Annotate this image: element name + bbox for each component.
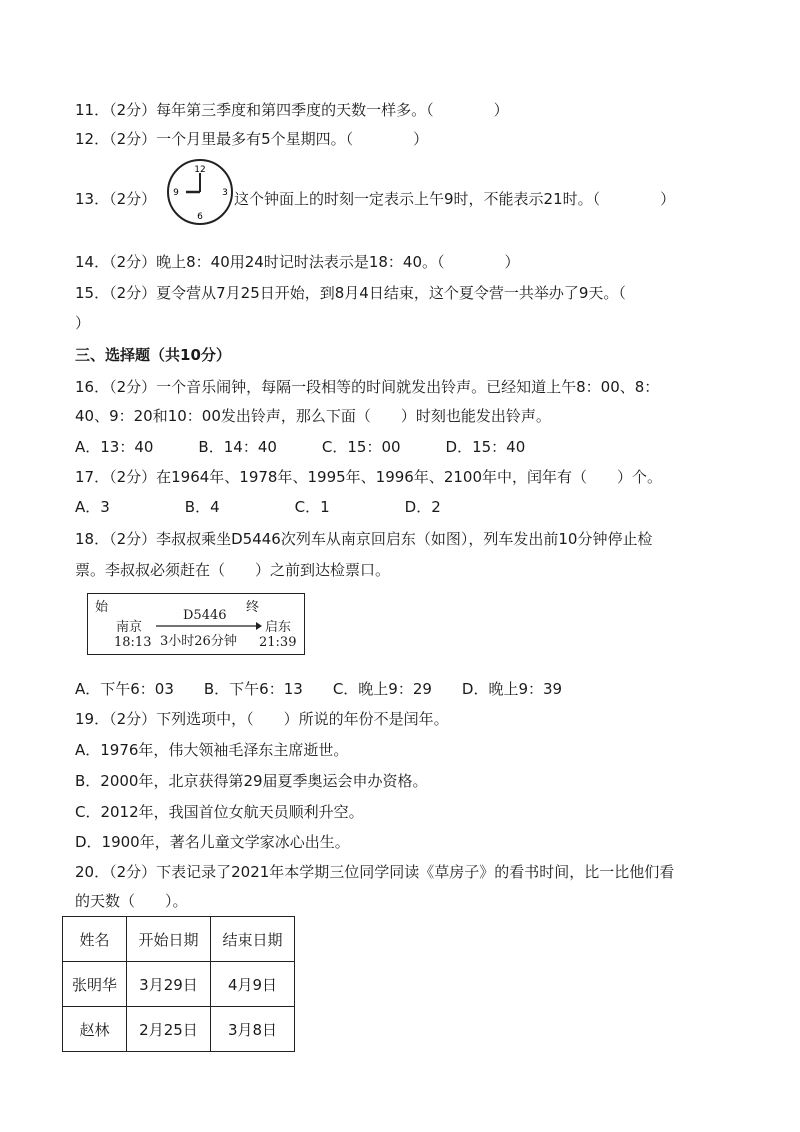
question-19-option-b: B．2000年，北京获得第29届夏季奥运会申办资格。 bbox=[75, 772, 428, 790]
section-3-heading: 三、选择题（共10分） bbox=[75, 346, 231, 364]
question-16-options: A．13：40 B．14：40 C．15：00 D．15：40 bbox=[75, 438, 526, 456]
train-from-station: 南京 bbox=[116, 620, 143, 635]
table-cell: 赵林 bbox=[63, 1007, 127, 1052]
question-19-option-d: D．1900年，著名儿童文学家冰心出生。 bbox=[75, 833, 350, 851]
question-13-prefix: 13．（2分） bbox=[75, 190, 157, 208]
question-18-line2: 票。李叔叔必须赶在（ ）之前到达检票口。 bbox=[75, 561, 391, 579]
question-20-line2: 的天数（ ）。 bbox=[75, 892, 188, 910]
question-15-line2: ） bbox=[75, 314, 91, 332]
table-header-end: 结束日期 bbox=[211, 917, 295, 962]
question-13-text: 这个钟面上的时刻一定表示上午9时，不能表示21时。（ ） bbox=[234, 190, 676, 208]
question-20-line1: 20．（2分）下表记录了2021年本学期三位同学同读《草房子》的看书时间，比一比他们看 bbox=[75, 863, 675, 881]
clock-face-image bbox=[166, 158, 234, 226]
question-11: 11．（2分）每年第三季度和第四季度的天数一样多。（ ） bbox=[75, 101, 509, 119]
table-header-name: 姓名 bbox=[63, 917, 127, 962]
question-16-line2: 40、9：20和10：00发出铃声，那么下面（ ）时刻也能发出铃声。 bbox=[75, 407, 551, 425]
train-arrive-time: 21:39 bbox=[259, 635, 297, 650]
question-17: 17．（2分）在1964年、1978年、1995年、1996年、2100年中，闰年有（ ）个。 bbox=[75, 468, 663, 486]
question-17-options: A．3 B．4 C．1 D．2 bbox=[75, 498, 441, 516]
question-19-option-a: A．1976年，伟大领袖毛泽东主席逝世。 bbox=[75, 741, 349, 759]
table-cell: 2月25日 bbox=[127, 1007, 211, 1052]
train-start-label: 始 bbox=[95, 600, 109, 615]
question-18-line1: 18．（2分）李叔叔乘坐D5446次列车从南京回启东（如图），列车发出前10分钟停止检 bbox=[75, 530, 653, 548]
train-depart-time: 18:13 bbox=[114, 635, 152, 650]
clock-number-9: 9 bbox=[173, 188, 179, 198]
table-header-start: 开始日期 bbox=[127, 917, 211, 962]
question-15-line1: 15．（2分）夏令营从7月25日开始，到8月4日结束，这个夏令营一共举办了9天。（ bbox=[75, 284, 626, 302]
question-14: 14．（2分）晚上8：40用24时记时法表示是18：40。（ ） bbox=[75, 253, 520, 271]
train-to-station: 启东 bbox=[265, 620, 292, 635]
table-row bbox=[63, 962, 295, 1007]
clock-number-12: 12 bbox=[194, 165, 206, 175]
table-header-row bbox=[63, 917, 295, 962]
question-19-option-c: C．2012年，我国首位女航天员顺利升空。 bbox=[75, 803, 364, 821]
question-12: 12．（2分）一个月里最多有5个星期四。（ ） bbox=[75, 130, 429, 148]
clock-number-6: 6 bbox=[197, 212, 203, 222]
train-duration: 3小时26分钟 bbox=[160, 634, 237, 649]
table-row bbox=[63, 1007, 295, 1052]
question-18-options: A．下午6：03 B．下午6：13 C．晚上9：29 D．晚上9：39 bbox=[75, 680, 563, 698]
question-16-line1: 16．（2分）一个音乐闹钟，每隔一段相等的时间就发出铃声。已经知道上午8：00、8： bbox=[75, 378, 660, 396]
train-number: D5446 bbox=[183, 608, 227, 623]
train-end-label: 终 bbox=[246, 600, 260, 615]
table-cell: 张明华 bbox=[63, 962, 127, 1007]
table-cell: 4月9日 bbox=[211, 962, 295, 1007]
reading-dates-table bbox=[62, 916, 295, 1052]
table-cell: 3月8日 bbox=[211, 1007, 295, 1052]
train-schedule-diagram bbox=[87, 593, 305, 655]
clock-number-3: 3 bbox=[222, 188, 228, 198]
question-19: 19．（2分）下列选项中，（ ）所说的年份不是闰年。 bbox=[75, 710, 449, 728]
table-cell: 3月29日 bbox=[127, 962, 211, 1007]
